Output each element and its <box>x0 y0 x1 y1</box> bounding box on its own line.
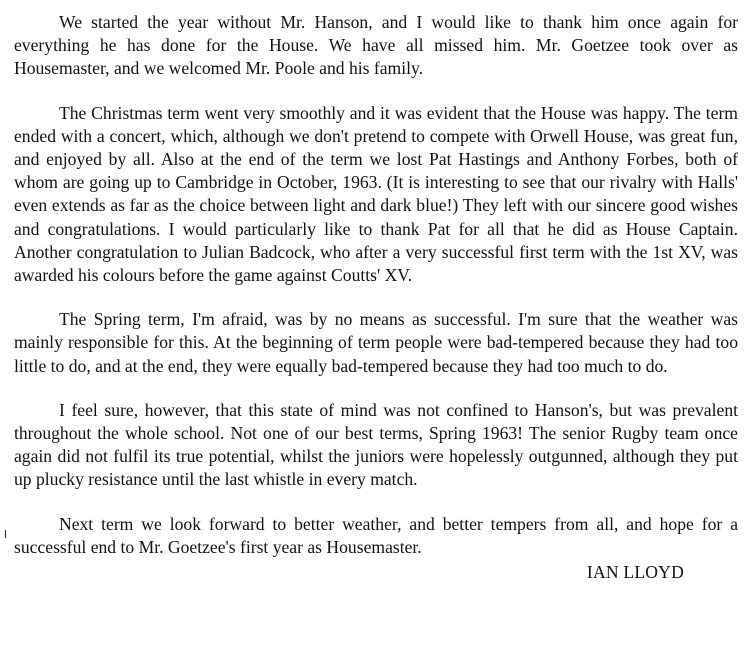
margin-mark <box>5 530 6 538</box>
paragraph-next-term: Next term we look forward to better weather, and better tempers from all, and hope for a successful end to Mr. Goetzee's first year as Housemaster. <box>14 513 738 557</box>
paragraph-school-mood: I feel sure, however, that this state of mind was not confined to Hanson's, but was prevalent throughout the whole school. Not one of our best terms, Spring 1963! The senior Rugby team once again did not fulfil its true potential, whilst the juniors were hopelessly outgunned, although they put up plucky resistance until the last whistle in every match. <box>14 399 738 490</box>
document-page <box>14 11 738 584</box>
author-signature: IAN LLOYD <box>586 562 684 583</box>
paragraph-spring-term: The Spring term, I'm afraid, was by no means as successful. I'm sure that the weather was mainly responsible for this. At the beginning of term people were bad-tempered because they had too little to do, and at the end, they were equally bad-tempered because they had too much to do. <box>14 309 738 376</box>
paragraph-intro: We started the year without Mr. Hanson, and I would like to thank him once again for everything he has done for the House. We have all missed him. Mr. Goetzee took over as Housemaster, and we welcomed Mr. Poole and his family. <box>14 12 738 79</box>
paragraph-christmas-term: The Christmas term went very smoothly and it was evident that the House was happy. The term ended with a concert, which, although we don't pretend to compete with Orwell House, was great fun, and enjoyed by all. Also at the end of the term we lost Pat Hastings and Anthony Forbes, both of whom are going up to Cambridge in October, 1963. (It is interesting to see that our rivalry with Halls' even extends as far as the choice between light and dark blue!) They left with our sincere good wishes and congratulations. I would particularly like to thank Pat for all that he did as House Captain. Another congratulation to Julian Badcock, who after a very successful first term with the 1st XV, was awarded his colours before the game against Coutts' XV. <box>14 102 738 286</box>
